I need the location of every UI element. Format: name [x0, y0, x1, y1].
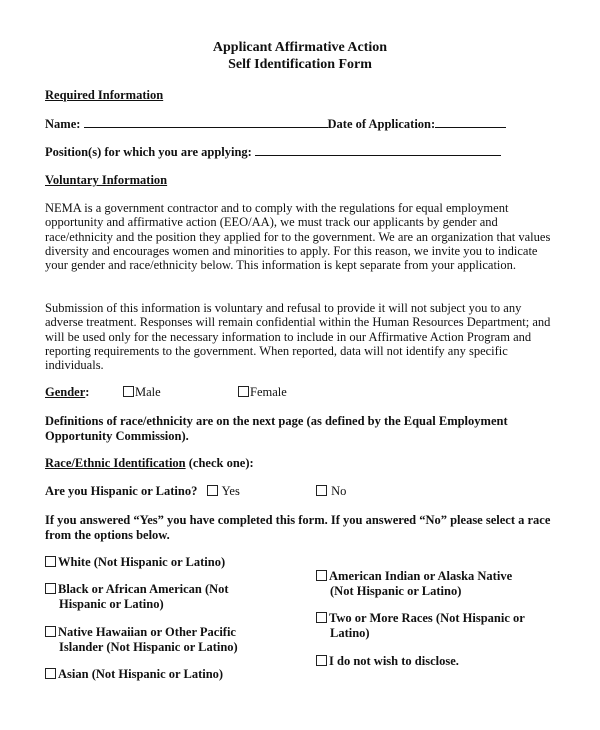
white-checkbox[interactable] — [45, 556, 56, 567]
race-heading-title: Race/Ethnic Identification — [45, 456, 186, 470]
decline-checkbox[interactable] — [316, 655, 327, 666]
position-label: Position(s) for which you are applying: — [45, 145, 252, 159]
race-option-native-american[interactable] — [316, 569, 512, 599]
gender-male-option[interactable] — [123, 385, 161, 400]
native-american-checkbox[interactable] — [316, 570, 327, 581]
voluntary-info-heading: Voluntary Information — [45, 173, 168, 187]
decline-label: I do not wish to disclose. — [329, 654, 459, 668]
hispanic-yes-option[interactable] — [207, 484, 240, 499]
date-field[interactable] — [435, 117, 506, 128]
hispanic-no-option[interactable] — [316, 484, 346, 499]
male-checkbox[interactable] — [123, 386, 134, 397]
position-field[interactable] — [255, 145, 501, 156]
hawaiian-label-line2: Islander (Not Hispanic or Latino) — [59, 640, 238, 654]
hawaiian-checkbox[interactable] — [45, 626, 56, 637]
voluntary-paragraph-1: NEMA is a government contractor and to comply with the regulations for equal employment opportunity and affirmative action (EEO/AA), we must track our applicants by gender and race/ethnicity and the position they applied for to the government. We are an organization that values diversity and encourages women and minorities to apply. For this reason, we invite you to indicate your gender and race/ethnicity below. This information is kept separate from your application. — [45, 201, 551, 273]
native-american-label-line2: (Not Hispanic or Latino) — [330, 584, 462, 598]
definitions-note: Definitions of race/ethnicity are on the next page (as defined by the Equal Employment Opportunity Commission). — [45, 414, 508, 443]
two-or-more-label-line1: Two or More Races (Not Hispanic or — [329, 611, 525, 625]
gender-label: Gender — [45, 385, 86, 399]
form-title-line2: Self Identification Form — [228, 57, 372, 72]
white-label: White (Not Hispanic or Latino) — [58, 555, 226, 569]
black-checkbox[interactable] — [45, 583, 56, 594]
asian-checkbox[interactable] — [45, 668, 56, 679]
race-option-asian[interactable] — [45, 667, 223, 682]
date-label: Date of Application: — [327, 117, 436, 131]
required-info-heading: Required Information — [45, 88, 164, 102]
race-option-hawaiian[interactable] — [45, 625, 238, 655]
race-option-white[interactable] — [45, 555, 225, 570]
name-row — [45, 117, 506, 132]
female-checkbox[interactable] — [238, 386, 249, 397]
two-or-more-checkbox[interactable] — [316, 612, 327, 623]
native-american-label-line1: American Indian or Alaska Native — [329, 569, 513, 583]
form-title-line1: Applicant Affirmative Action — [212, 40, 388, 55]
hispanic-yes-label: Yes — [219, 484, 240, 498]
race-option-decline[interactable] — [316, 654, 459, 669]
name-field[interactable] — [84, 117, 328, 128]
race-option-two-or-more[interactable] — [316, 611, 525, 641]
race-heading-suffix: (check one): — [185, 456, 254, 470]
gender-row — [45, 385, 89, 400]
black-label-line1: Black or African American (Not — [58, 582, 229, 596]
female-label: Female — [250, 385, 287, 399]
hispanic-yes-checkbox[interactable] — [207, 485, 218, 496]
male-label: Male — [135, 385, 161, 399]
gender-colon: : — [85, 385, 90, 399]
race-option-black[interactable] — [45, 582, 229, 612]
race-instruction: If you answered “Yes” you have completed this form. If you answered “No” please select a race from the options below. — [45, 513, 551, 542]
race-heading — [45, 456, 254, 471]
name-label: Name: — [45, 117, 81, 131]
two-or-more-label-line2: Latino) — [330, 626, 370, 640]
hispanic-no-checkbox[interactable] — [316, 485, 327, 496]
hispanic-no-label: No — [328, 484, 347, 498]
gender-female-option[interactable] — [238, 385, 287, 400]
position-row — [45, 145, 501, 160]
asian-label: Asian (Not Hispanic or Latino) — [58, 667, 224, 681]
voluntary-paragraph-2: Submission of this information is voluntary and refusal to provide it will not subject you to any adverse treatment. Responses will remain confidential within the Human Resources Department; and will be used only for the necessary information to include in our Affirmative Action Program and reporting requirements to the government. When reported, data will not identify any specific individuals. — [45, 301, 551, 373]
black-label-line2: Hispanic or Latino) — [59, 597, 164, 611]
hawaiian-label-line1: Native Hawaiian or Other Pacific — [58, 625, 236, 639]
hispanic-question: Are you Hispanic or Latino? — [45, 484, 198, 498]
